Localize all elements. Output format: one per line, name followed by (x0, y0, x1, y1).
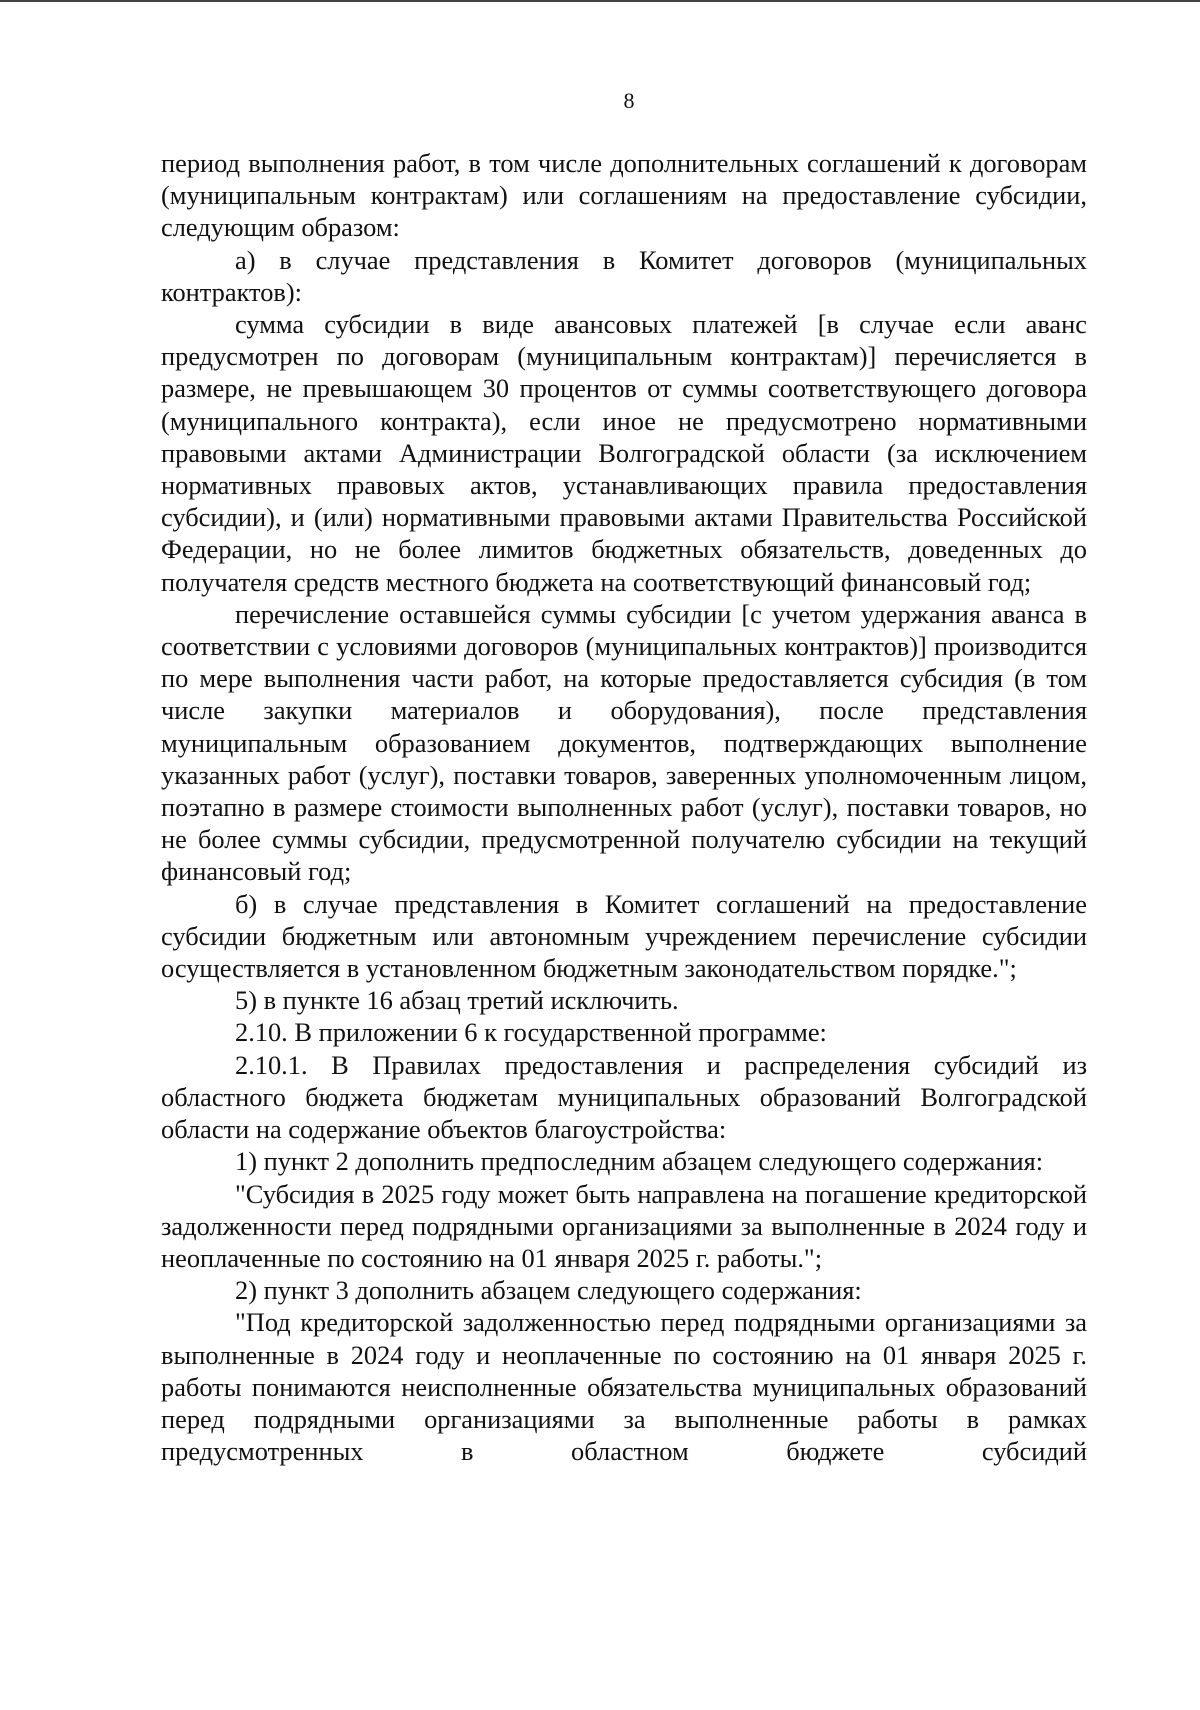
paragraph-remaining-transfer: перечисление оставшейся суммы субсидии [с учетом удержания аванса в соответствии с условиями договоров (муниципальных контрактов)] производится по мере выполнения части работ, на которые предоставляется субсидия (в том числе закупки материалов и оборудования), после представления муниципальным образованием документов, подтверждающих выполнение указанных работ (услуг), поставки товаров, заверенных уполномоченным лицом, поэтапно в размере стоимости выполненных работ (услуг), поставки товаров, но не более суммы субсидии, предусмотренной получателю субсидии на текущий финансовый год; (161, 598, 1087, 887)
paragraph-section-2-10: 2.10. В приложении 6 к государственной программе: (235, 1017, 827, 1048)
document-body (161, 147, 1087, 1467)
page-number: 8 (623, 88, 635, 113)
paragraph-quote-creditor-debt: "Под кредиторской задолженностью перед подрядными организациями за выполненные в 2024 году и неоплаченные по состоянию на 01 января 2025 г. работы понимаются неисполненные обязательства муниципальных образований перед подрядными организациями за выполненные работы в рамках предусмотренных в областном бюджете субсидий (161, 1307, 1087, 1467)
scan-top-edge (0, 0, 1200, 2)
paragraph-item-b: б) в случае представления в Комитет соглашений на предоставление субсидии бюджетным или автономным учреждением перечисление субсидии осуществляется в установленном бюджетным законодательством порядке."; (161, 888, 1087, 984)
paragraph-advance-payment: сумма субсидии в виде авансовых платежей [в случае если аванс предусмотрен по договорам (муниципальным контрактам)] перечисляется в размере, не превышающем 30 процентов от суммы соответствующего договора (муниципального контракта), если иное не предусмотрено нормативными правовыми актами Администрации Волгоградской области (за исключением нормативных правовых актов, устанавливающих правила предоставления субсидии), и (или) нормативными правовыми актами Правительства Российской Федерации, но не более лимитов бюджетных обязательств, доведенных до получателя средств местного бюджета на соответствующий финансовый год; (161, 309, 1087, 597)
paragraph-section-2-10-1: 2.10.1. В Правилах предоставления и распределения субсидий из областного бюджета бюджетам муниципальных образований Волгоградской области на содержание объектов благоустройства: (161, 1049, 1087, 1145)
paragraph-item-a: а) в случае представления в Комитет договоров (муниципальных контрактов): (161, 244, 1087, 307)
paragraph-point-2: 2) пункт 3 дополнить абзацем следующего содержания: (235, 1275, 862, 1306)
paragraph-item-5: 5) в пункте 16 абзац третий исключить. (235, 985, 679, 1016)
paragraph-continuation: период выполнения работ, в том числе дополнительных соглашений к договорам (муниципальным контрактам) или соглашениям на предоставление субсидии, следующим образом: (161, 148, 1087, 243)
paragraph-point-1: 1) пункт 2 дополнить предпоследним абзацем следующего содержания: (235, 1146, 1044, 1177)
paragraph-quote-subsidy-2025: "Субсидия в 2025 году может быть направлена на погашение кредиторской задолженности перед подрядными организациями за выполненные в 2024 году и неоплаченные по состоянию на 01 января 2025 г. работы."; (161, 1178, 1087, 1273)
